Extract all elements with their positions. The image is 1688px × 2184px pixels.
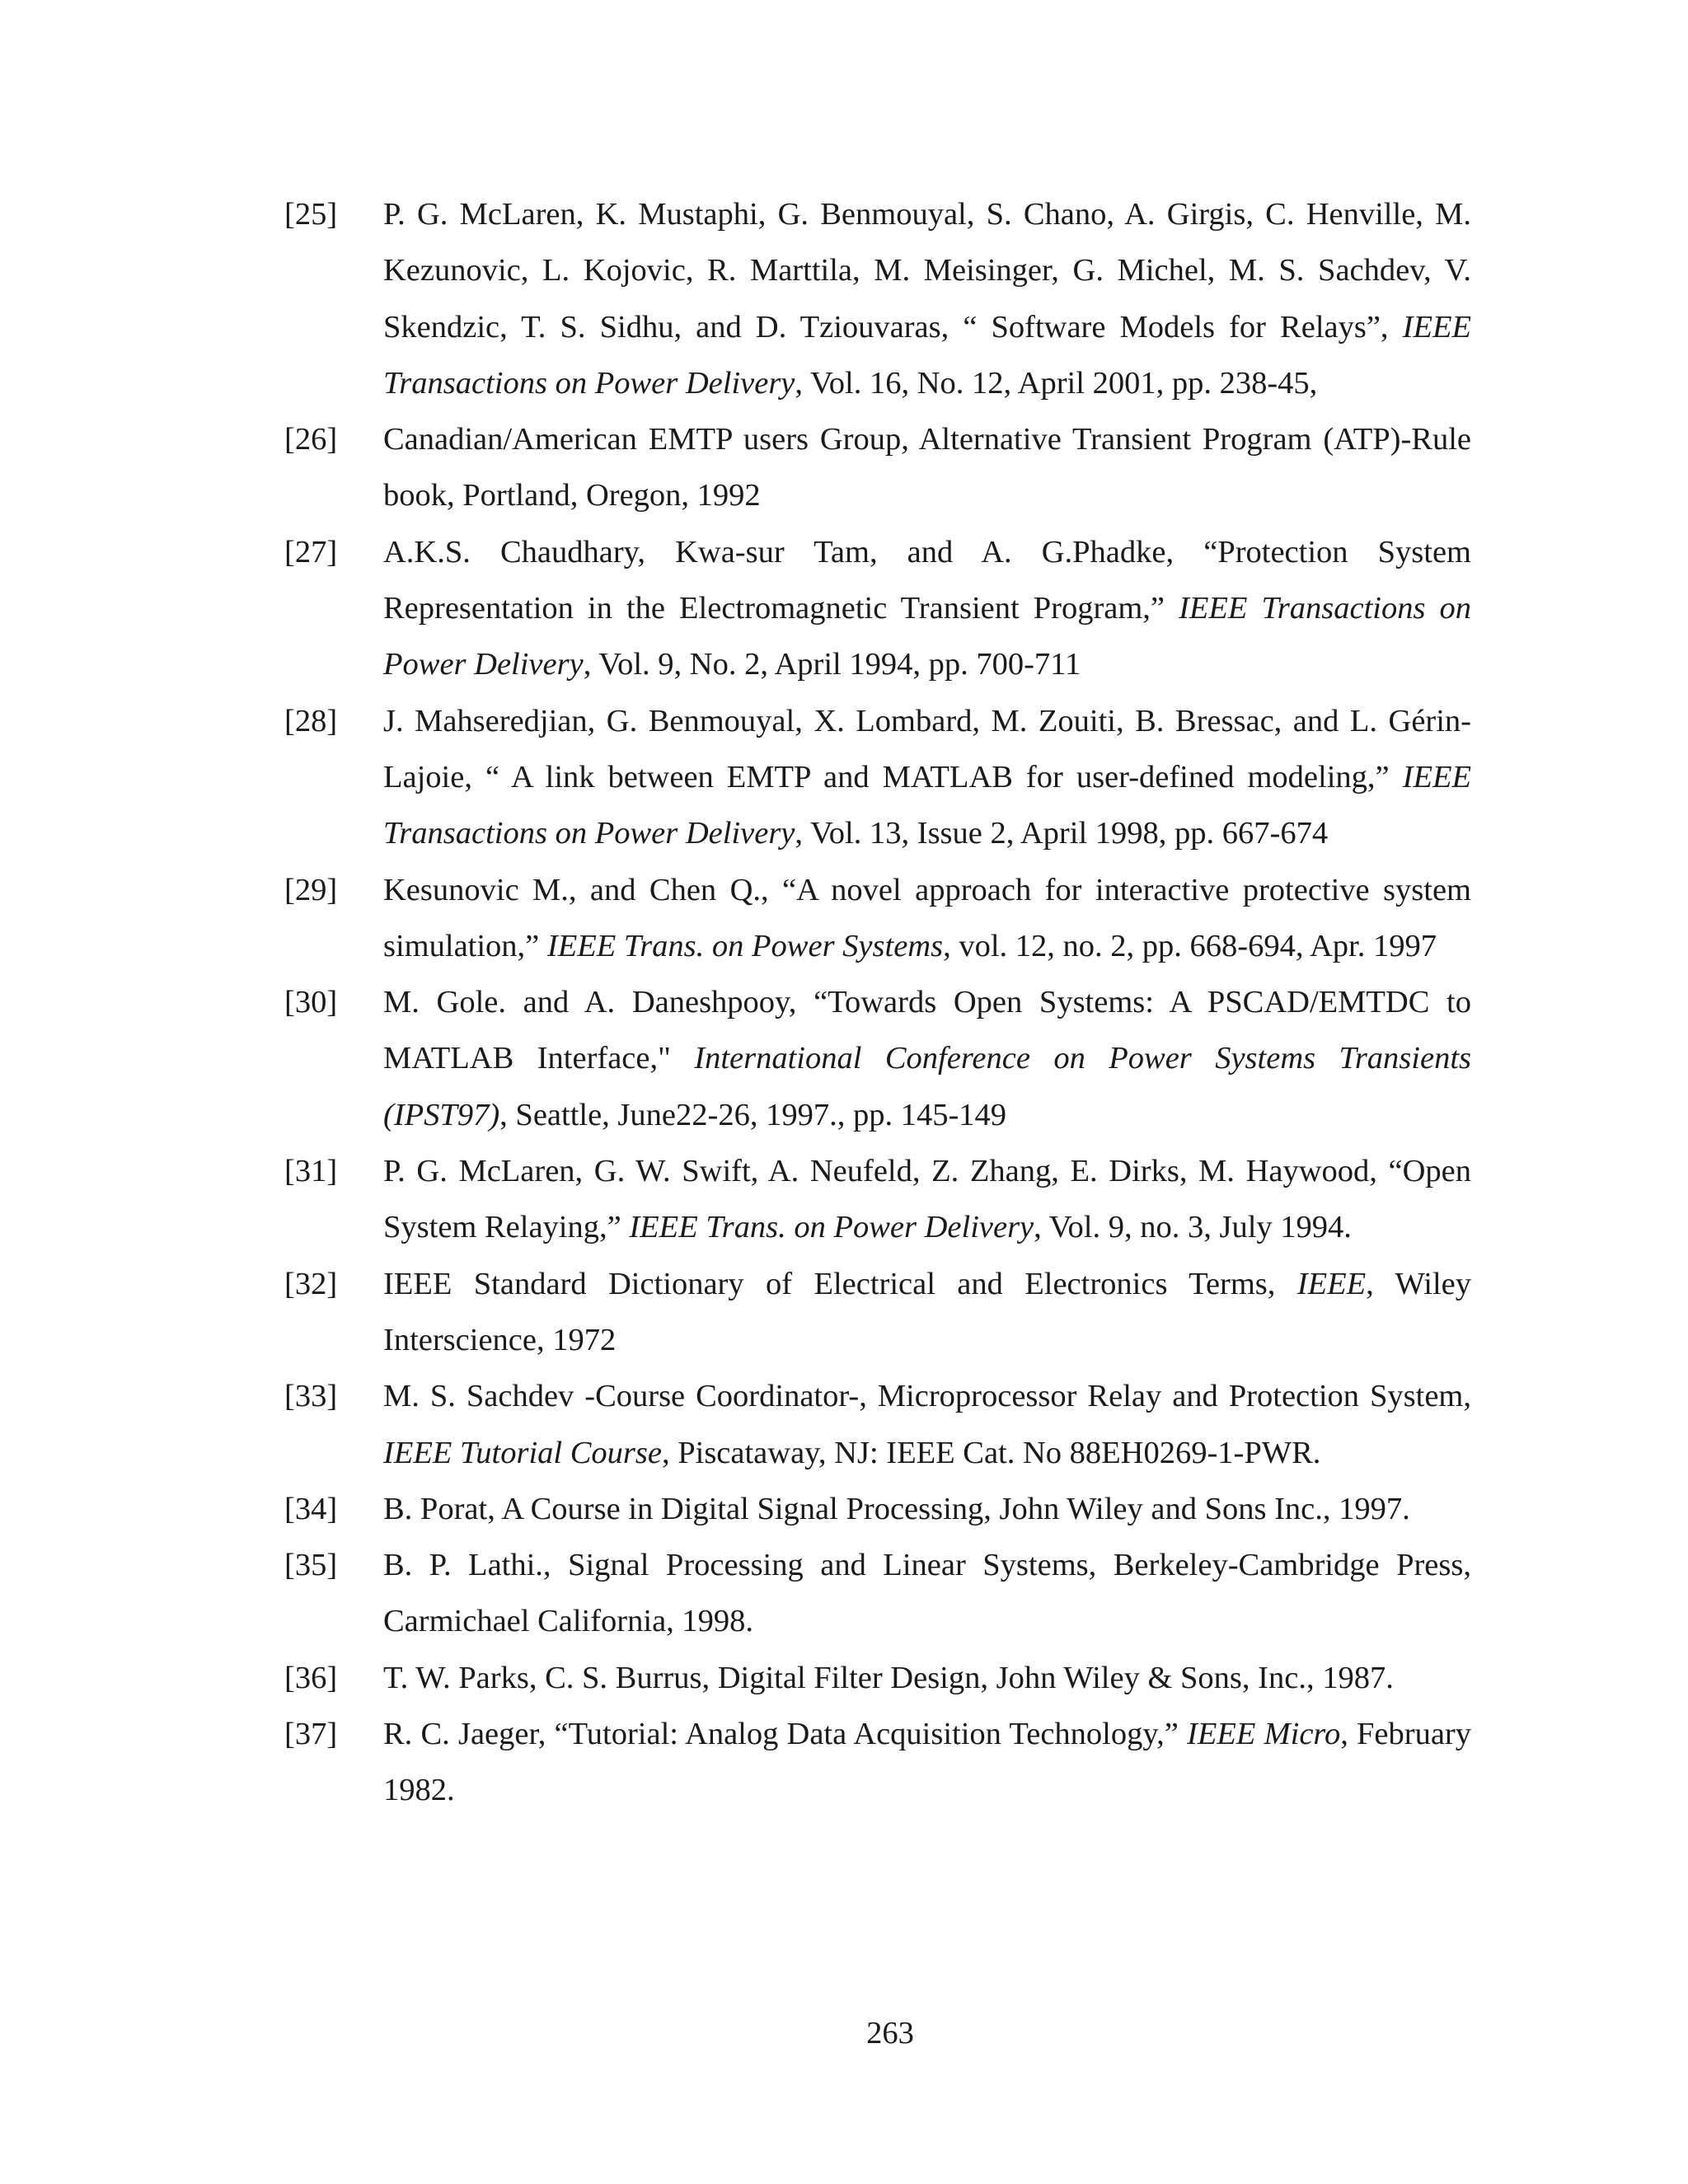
reference-text-run: , Vol. 13, Issue 2, April 1998, pp. 667-674 [795,816,1329,851]
reference-text [383,1650,1471,1706]
reference-text-run: , February 1982. [383,1717,1471,1808]
reference-text-run: J. Mahseredjian, G. Benmouyal, X. Lombard, M. Zouiti, B. Bressac, and L. Gérin-Lajoie, “ A link between EMTP and MATLAB for user-defined modeling,” [383,703,1471,794]
reference-text-run: , Seattle, June22-26, 1997., pp. 145-149 [499,1097,1007,1132]
reference-text [383,411,1471,524]
reference-text [383,862,1471,975]
reference-text-run: , vol. 12, no. 2, pp. 668-694, Apr. 1997 [943,928,1437,963]
reference-source-title: IEEE Tutorial Course [383,1435,662,1470]
reference-text [383,1481,1471,1537]
reference-text [383,1256,1471,1369]
reference-text [383,186,1471,411]
reference-item [284,1368,1471,1481]
reference-item [284,186,1471,411]
reference-text-run: B. Porat, A Course in Digital Signal Processing, John Wiley and Sons Inc., 1997. [383,1491,1410,1526]
reference-item [284,1706,1471,1819]
reference-item [284,862,1471,975]
reference-text [383,1706,1471,1819]
reference-number: [31] [284,1154,338,1189]
reference-item [284,1537,1471,1650]
reference-number: [33] [284,1379,338,1414]
reference-item [284,693,1471,862]
reference-text-run: B. P. Lathi., Signal Processing and Linear Systems, Berkeley-Cambridge Press, Carmichael California, 1998. [383,1548,1471,1639]
reference-number: [29] [284,872,338,907]
reference-item [284,974,1471,1143]
reference-text-run: R. C. Jaeger, “Tutorial: Analog Data Acquisition Technology,” [383,1717,1187,1752]
reference-item [284,524,1471,693]
reference-number: [34] [284,1491,338,1526]
reference-number: [25] [284,197,338,232]
reference-text-run: M. Gole. and A. Daneshpooy, “Towards Open Systems: A PSCAD/EMTDC to MATLAB Interface," [383,985,1471,1076]
reference-text [383,974,1471,1143]
reference-text [383,1368,1471,1481]
reference-item [284,1650,1471,1706]
reference-text-run: A.K.S. Chaudhary, Kwa-sur Tam, and A. G.Phadke, “Protection System Representation in the Electromagnetic Transient Program,” [383,534,1471,626]
reference-source-title: IEEE [1296,1266,1367,1301]
reference-list [284,186,1471,1819]
reference-text-run: T. W. Parks, C. S. Burrus, Digital Filter Design, John Wiley & Sons, Inc., 1987. [383,1660,1394,1695]
page-number: 263 [866,2016,914,2050]
reference-source-title: IEEE Transactions on Power Delivery [383,309,1471,401]
reference-source-title: IEEE Trans. on Power Delivery [629,1210,1034,1245]
reference-text-run: , Vol. 9, no. 3, July 1994. [1034,1210,1352,1245]
reference-text-run: IEEE Standard Dictionary of Electrical and Electronics Terms, [383,1266,1297,1301]
reference-source-title: IEEE Trans. on Power Systems [546,928,944,963]
reference-number: [36] [284,1660,338,1695]
reference-item [284,411,1471,524]
reference-source-title: International Conference on Power Systems Transients (IPST97) [383,1041,1472,1132]
reference-number: [32] [284,1266,338,1301]
reference-text [383,1537,1471,1650]
reference-text [383,693,1471,862]
reference-source-title: IEEE Micro [1187,1717,1341,1752]
reference-text-run: , Wiley Interscience, 1972 [383,1266,1471,1357]
reference-text-run: P. G. McLaren, K. Mustaphi, G. Benmouyal, S. Chano, A. Girgis, C. Henville, M. Kezunovic, L. Kojovic, R. Marttila, M. Meisinger, G. Michel, M. S. Sachdev, V. Skendzic, T. S. Sidhu, and D. Tziouvaras, “ Software Models for Relays”, [383,197,1471,344]
reference-source-title: IEEE Transactions on Power Delivery [383,759,1471,851]
reference-number: [37] [284,1717,338,1752]
reference-item [284,1481,1471,1537]
reference-text-run: M. S. Sachdev -Course Coordinator-, Microprocessor Relay and Protection System, [383,1379,1471,1414]
reference-number: [35] [284,1548,338,1583]
reference-number: [28] [284,703,338,738]
reference-text-run: , Piscataway, NJ: IEEE Cat. No 88EH0269-1-PWR. [661,1435,1321,1470]
reference-text-run: Canadian/American EMTP users Group, Alternative Transient Program (ATP)-Rule book, Portland, Oregon, 1992 [383,422,1471,513]
reference-number: [30] [284,985,338,1020]
reference-source-title: IEEE Transactions on Power Delivery [383,591,1472,682]
reference-text [383,524,1471,693]
reference-number: [26] [284,422,338,457]
reference-number: [27] [284,534,338,569]
reference-text-run: , Vol. 16, No. 12, April 2001, pp. 238-45, [795,365,1318,401]
reference-text-run: , Vol. 9, No. 2, April 1994, pp. 700-711 [583,647,1081,682]
reference-text-run: Kesunovic M., and Chen Q., “A novel approach for interactive protective system simulation,” [383,872,1471,963]
reference-text [383,1143,1471,1256]
reference-item [284,1143,1471,1256]
reference-text-run: P. G. McLaren, G. W. Swift, A. Neufeld, Z. Zhang, E. Dirks, M. Haywood, “Open System Relaying,” [383,1154,1471,1245]
reference-item [284,1256,1471,1369]
